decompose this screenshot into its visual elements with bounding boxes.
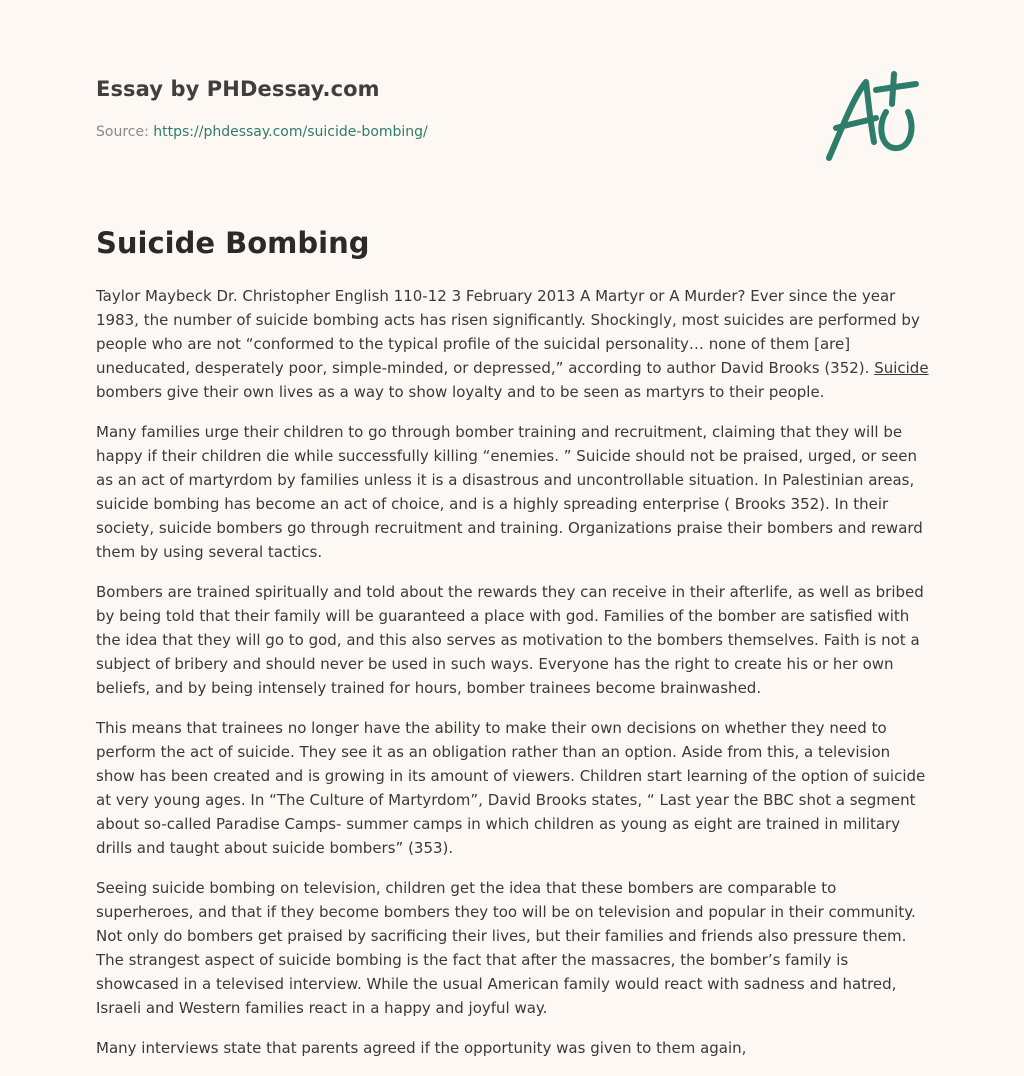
source-line [96, 124, 428, 140]
source-label: Source: [96, 124, 149, 140]
essay-paragraph-4: This means that trainees no longer have the ability to make their own decisions on whether they need to perform the act of suicide. They see it as an obligation rather than an option. Aside from this, a television show has been created and is growing in its amount of viewers. Children start learning of the option of suicide at very young ages. In “The Culture of Martyrdom”, David Brooks states, “ Last year the BBC shot a segment about so-called Paradise Camps- summer camps in which children as young as eight are trained in military drills and taught about suicide bombers” (353). [96, 719, 926, 857]
essay-paragraph-1 [96, 284, 932, 404]
paragraph-1-text-a: Taylor Maybeck Dr. Christopher English 110-12 3 February 2013 A Martyr or A Murder? Ever since the year 1983, the number of suicide bombing acts has risen significantly. Shockingly, most suicides are performed by people who are not “conformed to the typical profile of the suicidal personality… none of them [are] uneducated, desperately poor, simple-minded, or depressed,” according to author David Brooks (352). [96, 287, 920, 377]
essay-body [96, 284, 932, 1076]
essay-paragraph-2: Many families urge their children to go through bomber training and recruitment, claiming that they will be happy if their children die while successfully killing “enemies. ” Suicide should not be praised, urged, or seen as an act of martyrdom by families unless it is a disastrous and uncontrollable situation. In Palestinian areas, suicide bombing has become an act of choice, and is a highly spreading enterprise ( Brooks 352). In their society, suicide bombers go through recruitment and training. Organizations praise their bombers and reward them by using several tactics. [96, 423, 923, 561]
paragraph-1-text-b: bombers give their own lives as a way to show loyalty and to be seen as martyrs to their people. [96, 383, 825, 401]
essay-title: Suicide Bombing [96, 226, 370, 260]
essay-paragraph-3: Bombers are trained spiritually and told about the rewards they can receive in their afterlife, as well as bribed by being told that their family will be guaranteed a place with god. Families of the bomber are satisfied with the idea that they will go to god, and this also serves as motivation to the bombers themselves. Faith is not a subject of bribery and should never be used in such ways. Everyone has the right to create his or her own beliefs, and by being intensely trained for hours, bomber trainees become brainwashed. [96, 583, 924, 697]
site-brand: Essay by PHDessay.com [96, 77, 380, 101]
suicide-link[interactable]: Suicide [874, 359, 929, 377]
a-plus-logo-icon [824, 68, 924, 164]
essay-paragraph-5: Seeing suicide bombing on television, children get the idea that these bombers are comparable to superheroes, and that if they become bombers they too will be on television and popular in their community. Not only do bombers get praised by sacrificing their lives, but their families and friends also pressure them. The strangest aspect of suicide bombing is the fact that after the massacres, the bomber’s family is showcased in a televised interview. While the usual American family would react with sadness and hatred, Israeli and Western families react in a happy and joyful way. [96, 879, 916, 1017]
source-link[interactable]: https://phdessay.com/suicide-bombing/ [153, 124, 428, 140]
essay-paragraph-6: Many interviews state that parents agreed if the opportunity was given to them again, [96, 1039, 747, 1057]
